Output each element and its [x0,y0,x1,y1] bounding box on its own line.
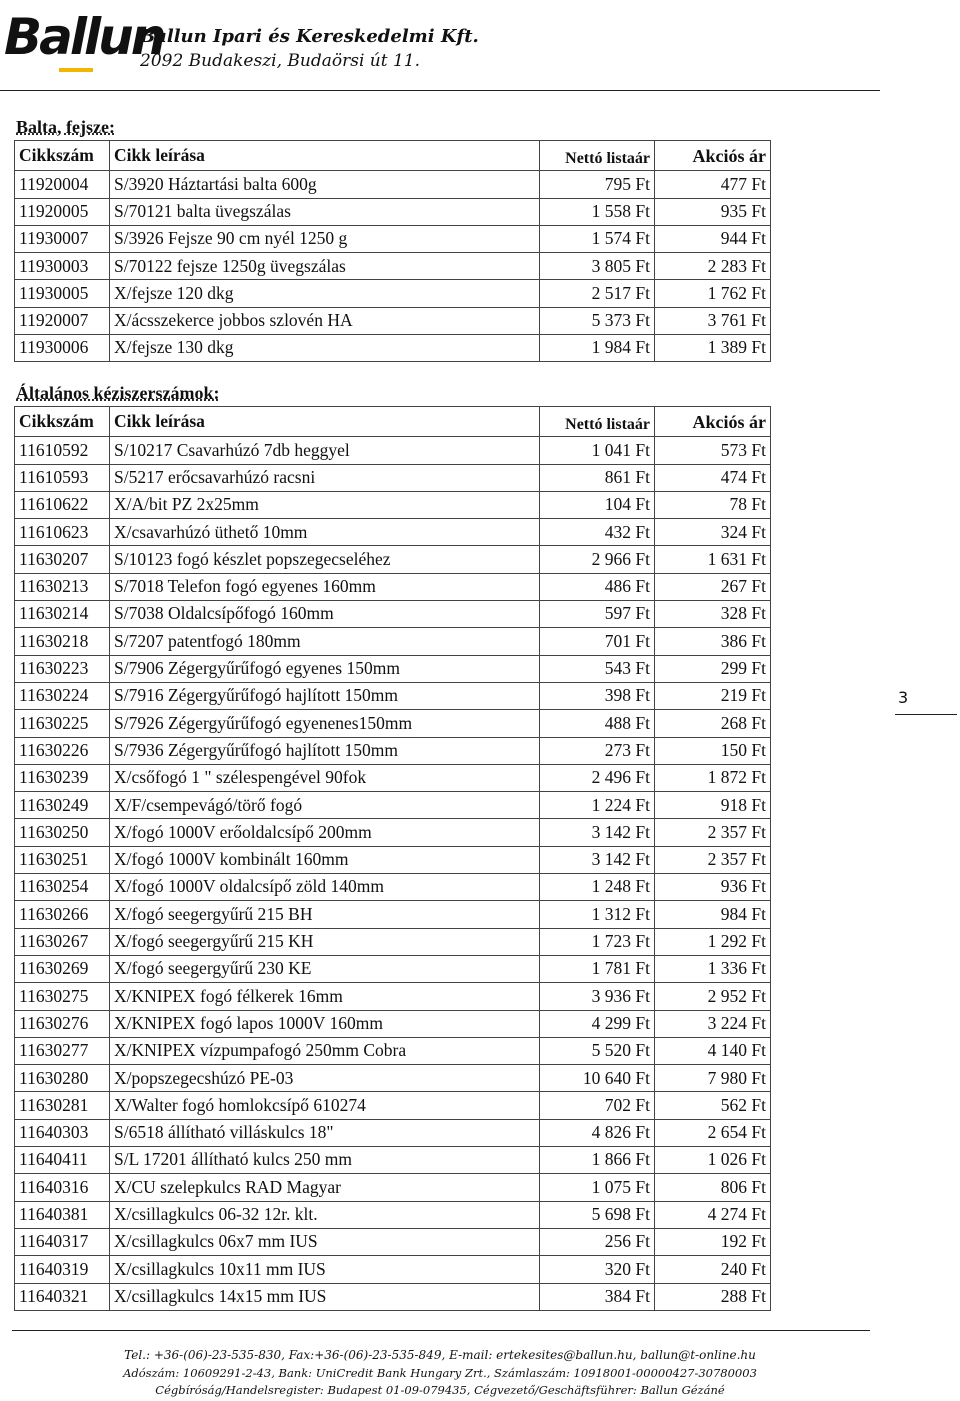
item-code: 11630281 [15,1092,110,1119]
item-code: 11630249 [15,792,110,819]
net-price: 1 558 Ft [540,198,655,225]
item-description: X/csőfogó 1 " szélespengével 90fok [110,764,540,791]
table-row [15,437,771,464]
sale-price: 2 654 Ft [655,1119,771,1146]
item-code: 11630225 [15,710,110,737]
item-description: X/KNIPEX fogó lapos 1000V 160mm [110,1010,540,1037]
item-description: X/A/bit PZ 2x25mm [110,491,540,518]
sale-price: 288 Ft [655,1283,771,1310]
column-header-description: Cikk leírása [110,407,540,437]
item-description: X/fejsze 120 dkg [110,280,540,307]
table-row [15,928,771,955]
item-code: 11630275 [15,983,110,1010]
table-row [15,682,771,709]
item-description: X/KNIPEX vízpumpafogó 250mm Cobra [110,1037,540,1064]
item-code: 11640316 [15,1174,110,1201]
table-row [15,1010,771,1037]
sale-price: 2 952 Ft [655,983,771,1010]
sale-price: 4 274 Ft [655,1201,771,1228]
sale-price: 240 Ft [655,1256,771,1283]
net-price: 1 041 Ft [540,437,655,464]
page-number-rule [895,714,957,715]
net-price: 795 Ft [540,171,655,198]
sale-price: 78 Ft [655,491,771,518]
item-code: 11630266 [15,901,110,928]
footer-bank: Adószám: 10609291-2-43, Bank: UniCredit Bank Hungary Zrt., Számlaszám: 10918001-00000427-30780003 [123,1366,757,1380]
column-header-description: Cikk leírása [110,141,540,171]
item-code: 11640319 [15,1256,110,1283]
sale-price: 1 872 Ft [655,764,771,791]
table-row [15,1256,771,1283]
price-table-kesziszerszamok [14,406,771,1311]
header-divider [0,90,880,91]
table-body-kesziszerszamok [15,437,771,1311]
table-header-row [15,141,771,171]
sale-price: 936 Ft [655,874,771,901]
item-description: X/ácsszekerce jobbos szlovén HA [110,307,540,334]
sale-price: 267 Ft [655,573,771,600]
item-description: X/fejsze 130 dkg [110,335,540,362]
item-code: 11630254 [15,874,110,901]
item-description: X/fogó seegergyűrű 215 BH [110,901,540,928]
table-row [15,280,771,307]
item-description: X/F/csempevágó/törő fogó [110,792,540,819]
logo-text: Ballun [4,8,164,66]
item-description: X/KNIPEX fogó félkerek 16mm [110,983,540,1010]
sale-price: 192 Ft [655,1228,771,1255]
sale-price: 918 Ft [655,792,771,819]
table-row [15,1174,771,1201]
item-code: 11630226 [15,737,110,764]
table-row [15,792,771,819]
table-row [15,335,771,362]
sale-price: 1 026 Ft [655,1147,771,1174]
item-description: X/CU szelepkulcs RAD Magyar [110,1174,540,1201]
table-row [15,874,771,901]
column-header-code: Cikkszám [15,407,110,437]
item-description: X/fogó seegergyűrű 215 KH [110,928,540,955]
item-description: S/7207 patentfogó 180mm [110,628,540,655]
table-row [15,655,771,682]
item-description: S/7916 Zégergyűrűfogó hajlított 150mm [110,682,540,709]
net-price: 1 075 Ft [540,1174,655,1201]
item-description: X/csillagkulcs 06x7 mm IUS [110,1228,540,1255]
item-code: 11930006 [15,335,110,362]
table-row [15,1283,771,1310]
net-price: 1 781 Ft [540,955,655,982]
item-code: 11610592 [15,437,110,464]
item-code: 11630239 [15,764,110,791]
table-header-row [15,407,771,437]
sale-price: 474 Ft [655,464,771,491]
item-code: 11630267 [15,928,110,955]
net-price: 320 Ft [540,1256,655,1283]
sale-price: 324 Ft [655,519,771,546]
sale-price: 944 Ft [655,225,771,252]
sale-price: 328 Ft [655,601,771,628]
footer-registry: Cégbíróság/Handelsregister: Budapest 01-09-079435, Cégvezető/Geschäftsführer: Ballun Gézáné [155,1383,725,1397]
table-row [15,1065,771,1092]
item-code: 11920007 [15,307,110,334]
net-price: 3 805 Ft [540,253,655,280]
table-row [15,846,771,873]
sale-price: 477 Ft [655,171,771,198]
sale-price: 1 336 Ft [655,955,771,982]
sale-price: 984 Ft [655,901,771,928]
net-price: 398 Ft [540,682,655,709]
item-description: S/7936 Zégergyűrűfogó hajlított 150mm [110,737,540,764]
item-code: 11630224 [15,682,110,709]
table-row [15,171,771,198]
section-title-kesziszerszamok: Általános kéziszerszámok: [16,383,220,403]
item-code: 11920004 [15,171,110,198]
item-description: X/fogó 1000V oldalcsípő zöld 140mm [110,874,540,901]
net-price: 1 866 Ft [540,1147,655,1174]
item-description: S/3926 Fejsze 90 cm nyél 1250 g [110,225,540,252]
net-price: 1 312 Ft [540,901,655,928]
table-row [15,1092,771,1119]
item-code: 11930007 [15,225,110,252]
item-code: 11630213 [15,573,110,600]
net-price: 702 Ft [540,1092,655,1119]
net-price: 2 496 Ft [540,764,655,791]
item-code: 11630223 [15,655,110,682]
net-price: 701 Ft [540,628,655,655]
table-row [15,737,771,764]
table-row [15,955,771,982]
sale-price: 1 762 Ft [655,280,771,307]
footer-divider [12,1330,870,1331]
table-row [15,307,771,334]
table-row [15,546,771,573]
item-code: 11630269 [15,955,110,982]
table-row [15,1037,771,1064]
sale-price: 150 Ft [655,737,771,764]
table-row [15,253,771,280]
table-row [15,464,771,491]
table-row [15,1201,771,1228]
item-code: 11630218 [15,628,110,655]
table-row [15,601,771,628]
item-description: S/10217 Csavarhúzó 7db heggyel [110,437,540,464]
item-code: 11630277 [15,1037,110,1064]
table-row [15,1147,771,1174]
company-address: 2092 Budakeszi, Budaörsi út 11. [140,51,421,71]
net-price: 1 984 Ft [540,335,655,362]
net-price: 5 520 Ft [540,1037,655,1064]
table-row [15,819,771,846]
item-code: 11630280 [15,1065,110,1092]
net-price: 2 517 Ft [540,280,655,307]
item-description: S/7926 Zégergyűrűfogó egyenenes150mm [110,710,540,737]
item-code: 11610593 [15,464,110,491]
net-price: 597 Ft [540,601,655,628]
table-row [15,901,771,928]
net-price: 10 640 Ft [540,1065,655,1092]
item-description: X/csavarhúzó üthető 10mm [110,519,540,546]
net-price: 2 966 Ft [540,546,655,573]
net-price: 4 826 Ft [540,1119,655,1146]
price-table-balta [14,140,771,362]
item-code: 11930003 [15,253,110,280]
table-row [15,764,771,791]
sale-price: 2 357 Ft [655,846,771,873]
table-row [15,710,771,737]
column-header-net-price: Nettó listaár [540,407,655,437]
table-row [15,1119,771,1146]
sale-price: 935 Ft [655,198,771,225]
net-price: 256 Ft [540,1228,655,1255]
sale-price: 1 389 Ft [655,335,771,362]
item-description: S/7018 Telefon fogó egyenes 160mm [110,573,540,600]
item-description: X/fogó seegergyűrű 230 KE [110,955,540,982]
net-price: 861 Ft [540,464,655,491]
net-price: 1 574 Ft [540,225,655,252]
company-name: Ballun Ipari és Kereskedelmi Kft. [140,26,479,47]
sale-price: 573 Ft [655,437,771,464]
item-description: X/csillagkulcs 14x15 mm IUS [110,1283,540,1310]
item-description: X/csillagkulcs 06-32 12r. klt. [110,1201,540,1228]
net-price: 1 723 Ft [540,928,655,955]
item-description: S/70122 fejsze 1250g üvegszálas [110,253,540,280]
net-price: 5 698 Ft [540,1201,655,1228]
sale-price: 3 224 Ft [655,1010,771,1037]
item-description: X/fogó 1000V kombinált 160mm [110,846,540,873]
item-code: 11640411 [15,1147,110,1174]
item-description: X/Walter fogó homlokcsípő 610274 [110,1092,540,1119]
table-row [15,491,771,518]
item-description: S/5217 erőcsavarhúzó racsni [110,464,540,491]
table-row [15,628,771,655]
item-code: 11630214 [15,601,110,628]
item-description: S/L 17201 állítható kulcs 250 mm [110,1147,540,1174]
logo-accent-bar [59,68,93,72]
item-code: 11630250 [15,819,110,846]
sale-price: 1 631 Ft [655,546,771,573]
net-price: 488 Ft [540,710,655,737]
item-code: 11640303 [15,1119,110,1146]
sale-price: 1 292 Ft [655,928,771,955]
item-code: 11630251 [15,846,110,873]
table-row [15,225,771,252]
item-description: S/7906 Zégergyűrűfogó egyenes 150mm [110,655,540,682]
net-price: 3 936 Ft [540,983,655,1010]
item-description: X/popszegecshúzó PE-03 [110,1065,540,1092]
net-price: 273 Ft [540,737,655,764]
net-price: 384 Ft [540,1283,655,1310]
sale-price: 7 980 Ft [655,1065,771,1092]
net-price: 432 Ft [540,519,655,546]
item-description: S/3920 Háztartási balta 600g [110,171,540,198]
column-header-sale-price: Akciós ár [655,407,771,437]
column-header-code: Cikkszám [15,141,110,171]
column-header-sale-price: Akciós ár [655,141,771,171]
table-row [15,1228,771,1255]
page-number: 3 [898,688,909,707]
net-price: 1 248 Ft [540,874,655,901]
page-header [0,0,960,95]
item-code: 11640317 [15,1228,110,1255]
sale-price: 2 283 Ft [655,253,771,280]
column-header-net-price: Nettó listaár [540,141,655,171]
net-price: 3 142 Ft [540,846,655,873]
item-code: 11640321 [15,1283,110,1310]
net-price: 543 Ft [540,655,655,682]
net-price: 5 373 Ft [540,307,655,334]
item-description: S/7038 Oldalcsípőfogó 160mm [110,601,540,628]
item-description: X/fogó 1000V erőoldalcsípő 200mm [110,819,540,846]
item-code: 11920005 [15,198,110,225]
item-description: S/10123 fogó készlet popszegecseléhez [110,546,540,573]
table-row [15,198,771,225]
sale-price: 219 Ft [655,682,771,709]
sale-price: 268 Ft [655,710,771,737]
net-price: 486 Ft [540,573,655,600]
section-title-balta: Balta, fejsze: [16,117,115,137]
item-description: X/csillagkulcs 10x11 mm IUS [110,1256,540,1283]
item-description: S/70121 balta üvegszálas [110,198,540,225]
item-code: 11630276 [15,1010,110,1037]
net-price: 1 224 Ft [540,792,655,819]
sale-price: 2 357 Ft [655,819,771,846]
footer-contact: Tel.: +36-(06)-23-535-830, Fax:+36-(06)-23-535-849, E-mail: ertekesites@ballun.hu, ballun@t-online.hu [124,1348,756,1362]
sale-price: 386 Ft [655,628,771,655]
table-row [15,519,771,546]
item-code: 11930005 [15,280,110,307]
table-body-balta [15,171,771,362]
item-description: S/6518 állítható villáskulcs 18" [110,1119,540,1146]
item-code: 11640381 [15,1201,110,1228]
sale-price: 4 140 Ft [655,1037,771,1064]
net-price: 4 299 Ft [540,1010,655,1037]
sale-price: 3 761 Ft [655,307,771,334]
net-price: 3 142 Ft [540,819,655,846]
table-row [15,983,771,1010]
sale-price: 806 Ft [655,1174,771,1201]
item-code: 11610623 [15,519,110,546]
table-row [15,573,771,600]
item-code: 11610622 [15,491,110,518]
net-price: 104 Ft [540,491,655,518]
sale-price: 562 Ft [655,1092,771,1119]
item-code: 11630207 [15,546,110,573]
sale-price: 299 Ft [655,655,771,682]
